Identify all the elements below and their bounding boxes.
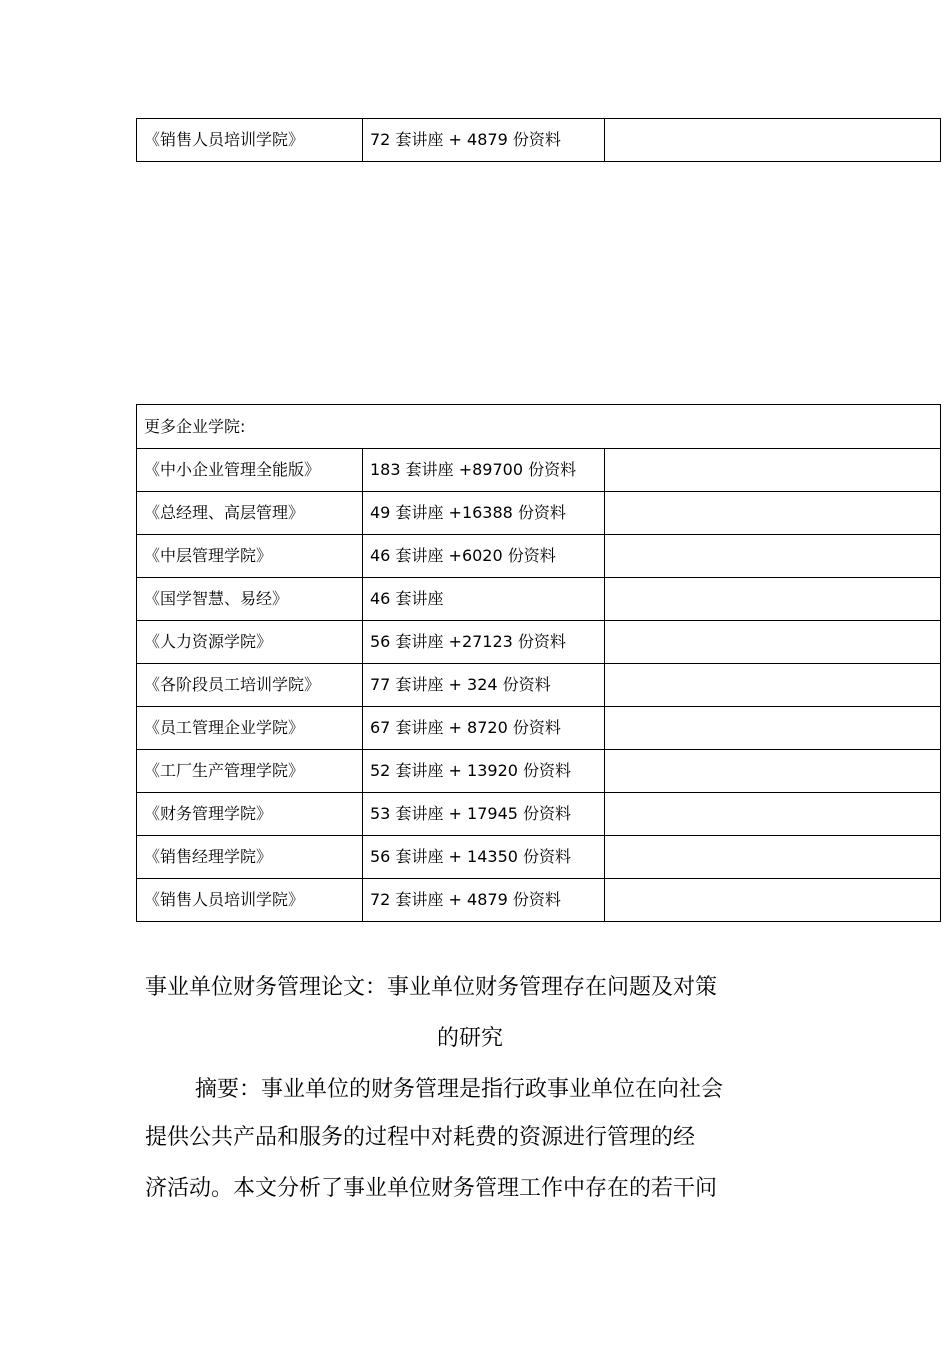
course-content-cell: 72 套讲座 + 4879 份资料: [363, 119, 605, 162]
table-row: [137, 664, 941, 707]
table-row: [137, 492, 941, 535]
course-content-cell: 67 套讲座 + 8720 份资料: [363, 707, 605, 750]
table-row: [137, 879, 941, 922]
course-name-cell: 《员工管理企业学院》: [137, 707, 363, 750]
table-row: [137, 578, 941, 621]
course-extra-cell: [605, 578, 941, 621]
course-content-cell: 49 套讲座 +16388 份资料: [363, 492, 605, 535]
table-row: [137, 836, 941, 879]
course-name-cell: 《销售人员培训学院》: [137, 119, 363, 162]
course-content-cell: 46 套讲座: [363, 578, 605, 621]
course-content-cell: 52 套讲座 + 13920 份资料: [363, 750, 605, 793]
course-name-cell: 《人力资源学院》: [137, 621, 363, 664]
course-table-top-body: [137, 119, 941, 162]
course-extra-cell: [605, 664, 941, 707]
course-extra-cell: [605, 707, 941, 750]
table-row: [137, 707, 941, 750]
table-header: 更多企业学院:: [137, 405, 941, 449]
course-name-cell: 《销售经理学院》: [137, 836, 363, 879]
course-name-cell: 《销售人员培训学院》: [137, 879, 363, 922]
course-content-cell: 77 套讲座 + 324 份资料: [363, 664, 605, 707]
course-extra-cell: [605, 621, 941, 664]
course-extra-cell: [605, 119, 941, 162]
course-table-main: [136, 404, 941, 922]
course-content-cell: 72 套讲座 + 4879 份资料: [363, 879, 605, 922]
course-content-cell: 183 套讲座 +89700 份资料: [363, 449, 605, 492]
course-extra-cell: [605, 750, 941, 793]
course-name-cell: 《财务管理学院》: [137, 793, 363, 836]
course-extra-cell: [605, 879, 941, 922]
table-row: [137, 449, 941, 492]
course-table-main-body: [137, 405, 941, 922]
table-header-row: [137, 405, 941, 449]
abstract-line: 提供公共产品和服务的过程中对耗费的资源进行管理的经: [145, 1125, 696, 1150]
course-extra-cell: [605, 793, 941, 836]
course-content-cell: 53 套讲座 + 17945 份资料: [363, 793, 605, 836]
abstract-line: 摘要：事业单位的财务管理是指行政事业单位在向社会: [195, 1077, 724, 1102]
course-content-cell: 56 套讲座 +27123 份资料: [363, 621, 605, 664]
course-name-cell: 《中层管理学院》: [137, 535, 363, 578]
article-title-line-2: 的研究: [437, 1026, 504, 1051]
course-name-cell: 《中小企业管理全能版》: [137, 449, 363, 492]
course-extra-cell: [605, 535, 941, 578]
course-name-cell: 《总经理、高层管理》: [137, 492, 363, 535]
course-content-cell: 56 套讲座 + 14350 份资料: [363, 836, 605, 879]
course-name-cell: 《国学智慧、易经》: [137, 578, 363, 621]
course-table-top: [136, 118, 941, 162]
course-extra-cell: [605, 492, 941, 535]
course-name-cell: 《工厂生产管理学院》: [137, 750, 363, 793]
course-extra-cell: [605, 449, 941, 492]
course-content-cell: 46 套讲座 +6020 份资料: [363, 535, 605, 578]
abstract-line: 济活动。本文分析了事业单位财务管理工作中存在的若干问: [145, 1176, 718, 1201]
table-row: [137, 535, 941, 578]
table-row: [137, 621, 941, 664]
table-row: [137, 750, 941, 793]
article-title-line-1: 事业单位财务管理论文：事业单位财务管理存在问题及对策: [145, 975, 718, 1000]
course-name-cell: 《各阶段员工培训学院》: [137, 664, 363, 707]
table-row: [137, 119, 941, 162]
table-row: [137, 793, 941, 836]
course-extra-cell: [605, 836, 941, 879]
